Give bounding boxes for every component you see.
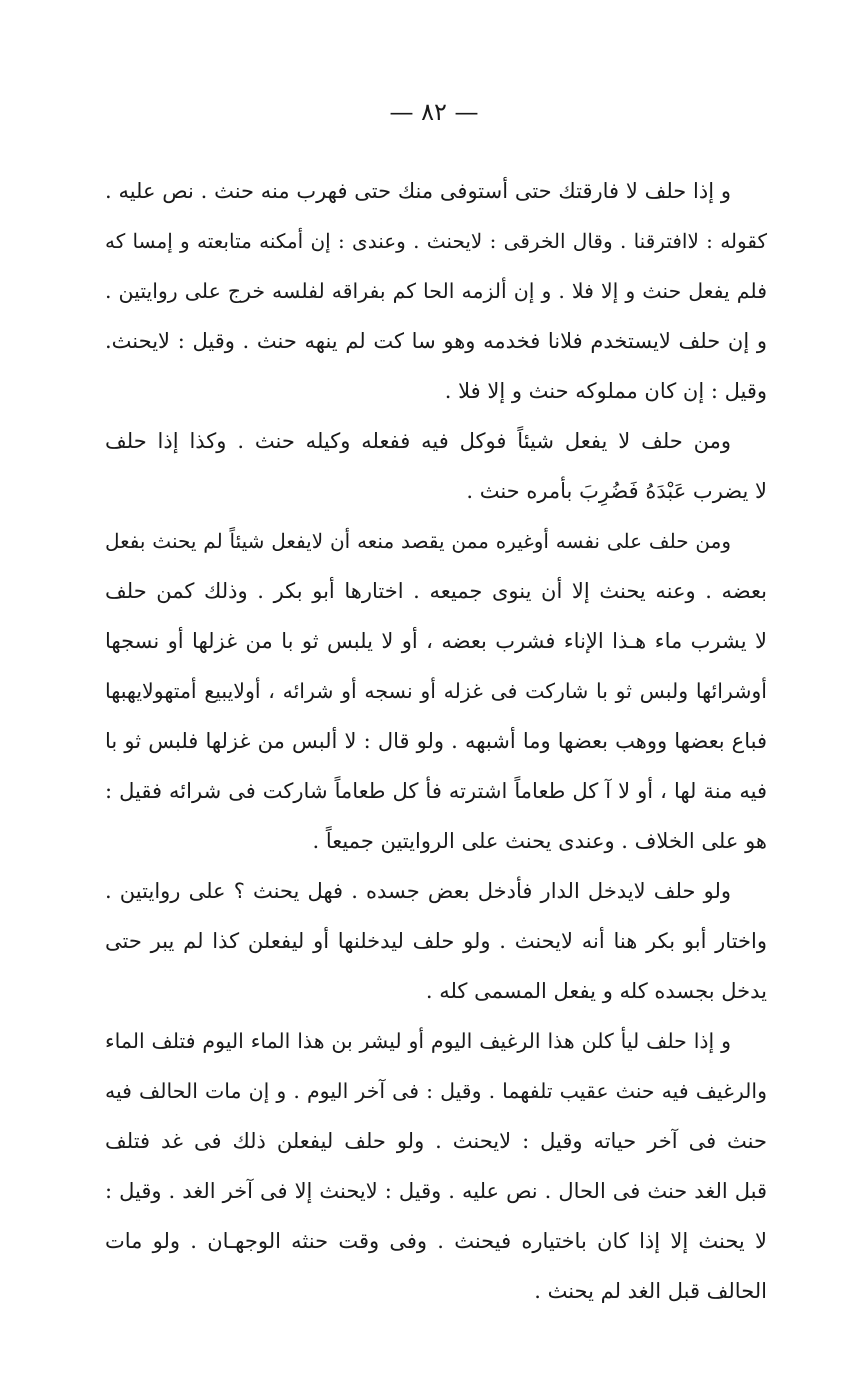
text-line: لا يحنث إلا إذا كان باختياره فيحنث . وفى وقت حنثه الوجهـان . ولو مات (105, 1229, 767, 1253)
text-line: واختار أبو بكر هنا أنه لايحنث . ولو حلف ليدخلنها أو ليفعلن كذا لم يبر حتى (105, 929, 767, 953)
body-text (105, 166, 767, 1316)
text-line: و إذا حلف ليأ كلن هذا الرغيف اليوم أو ليشر بن هذا الماء اليوم فتلف الماء (105, 1029, 731, 1053)
text-line: الحالف قبل الغد لم يحنث . (534, 1279, 767, 1303)
page-number: — ٨٢ — (389, 98, 479, 126)
text-line: أوشرائها ولبس ثو با شاركت فى غزله أو نسجه أو شرائه ، أولايبيع أمتهولايهبها (105, 679, 767, 703)
text-line: يدخل بجسده كله و يفعل المسمى كله . (425, 979, 767, 1003)
paragraph (105, 1016, 767, 1316)
paragraph (105, 416, 767, 516)
text-line: قبل الغد حنث فى الحال . نص عليه . وقيل : لايحنث إلا فى آخر الغد . وقيل : (105, 1179, 767, 1203)
text-line: كقوله : لاافترقنا . وقال الخرقى : لايحنث . وعندى : إن أمكنه متابعته و إمسا كه (105, 229, 767, 253)
text-line: والرغيف فيه حنث عقيب تلفهما . وقيل : فى آخر اليوم . و إن مات الحالف فيه (105, 1079, 767, 1103)
text-line: لا يضرب عَبْدَهُ فَضُرِبَ بأمره حنث . (466, 479, 767, 503)
text-line: هو على الخلاف . وعندى يحنث على الروايتين جميعاً . (312, 829, 767, 853)
text-line: ومن حلف على نفسه أوغيره ممن يقصد منعه أن لايفعل شيئاً لم يحنث بفعل (105, 529, 731, 553)
text-line: حنث فى آخر حياته وقيل : لايحنث . ولو حلف ليفعلن ذلك فى غد فتلف (105, 1129, 767, 1153)
text-line: فباع بعضها ووهب بعضها وما أشبهه . ولو قال : لا ألبس من غزلها فلبس ثو با (105, 729, 767, 753)
text-line: بعضه . وعنه يحنث إلا أن ينوى جميعه . اختارها أبو بكر . وذلك كمن حلف (105, 579, 767, 603)
paragraph (105, 866, 767, 1016)
text-line: فلم يفعل حنث و إلا فلا . و إن ألزمه الحا كم بفراقه لفلسه خرج على روايتين . (105, 279, 767, 303)
text-line: ولو حلف لايدخل الدار فأدخل بعض جسده . فهل يحنث ؟ على روايتين . (105, 879, 731, 903)
text-line: و إن حلف لايستخدم فلانا فخدمه وهو سا كت لم ينهه حنث . وقيل : لايحنث. (105, 329, 767, 353)
paragraph (105, 516, 767, 866)
text-line: وقيل : إن كان مملوكه حنث و إلا فلا . (444, 379, 767, 403)
text-line: و إذا حلف لا فارقتك حتى أستوفى منك حتى فهرب منه حنث . نص عليه . (105, 179, 731, 203)
paragraph (105, 166, 767, 416)
text-line: فيه منة لها ، أو لا آ كل طعاماً اشترته فأ كل طعاماً شاركت فى شرائه فقيل : (105, 779, 767, 803)
text-line: لا يشرب ماء هـذا الإناء فشرب بعضه ، أو لا يلبس ثو با من غزلها أو نسجها (105, 629, 767, 653)
text-line: ومن حلف لا يفعل شيئاً فوكل فيه ففعله وكيله حنث . وكذا إذا حلف (105, 429, 731, 453)
